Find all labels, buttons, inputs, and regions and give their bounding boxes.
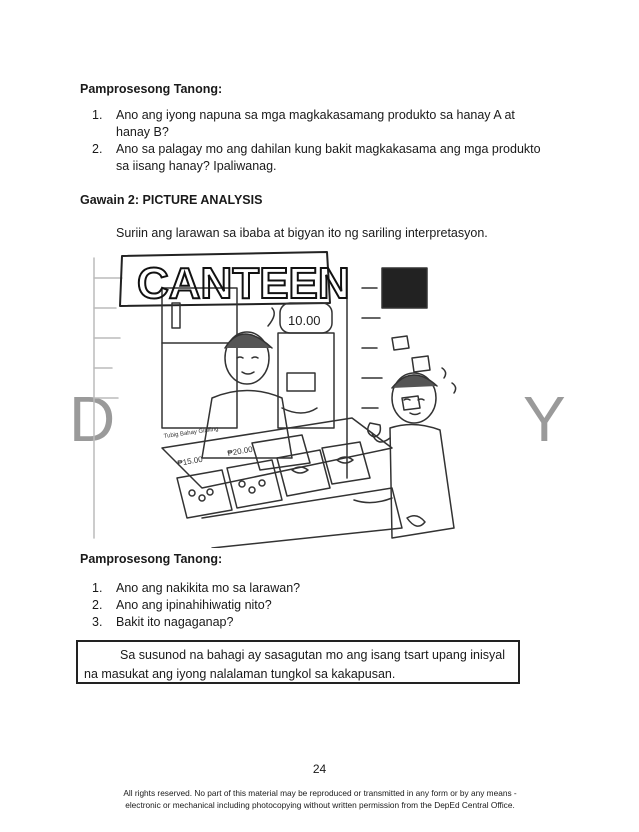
list-item: 1. Ano ang iyong napuna sa mga magkakasamang produkto sa hanay A at hanay B? <box>92 108 515 139</box>
list-item: 3. Bakit ito nagaganap? <box>92 615 234 629</box>
footer-line: All rights reserved. No part of this material may be reproduced or transmitted in any form or by any means - <box>123 788 517 798</box>
activity-instruction: Suriin ang larawan sa ibaba at bigyan ito ng sariling interpretasyon. <box>116 226 488 240</box>
watermark-letter-right: Y <box>523 383 566 455</box>
canteen-sign-text: CANTEEN <box>137 259 350 308</box>
footer-line: electronic or mechanical including photocopying without written permission from the DepEd Central Office. <box>125 800 515 810</box>
question-text: Ano sa palagay mo ang dahilan kung bakit magkakasama ang mga produkto sa iisang hanay? Ipaliwanag. <box>116 142 541 173</box>
menu-label: Tubig Bahay Giniling <box>163 426 219 440</box>
question-text: Bakit ito nagaganap? <box>116 615 234 629</box>
tray-price-label: ₱20.00 <box>226 444 254 458</box>
canteen-illustration <box>92 248 534 548</box>
question-text: Ano ang iyong napuna sa mga magkakasamang produkto sa hanay A at hanay B? <box>116 108 515 139</box>
note-text: Sa susunod na bahagi ay sasagutan mo ang isang tsart upang inisyal na masukat ang iyong nalalaman tungkol sa kakapusan. <box>84 648 505 681</box>
copyright-footer <box>100 787 540 811</box>
question-text: Ano ang nakikita mo sa larawan? <box>116 581 301 595</box>
page-number: 24 <box>312 762 327 776</box>
dispenser-price-tag: 10.00 <box>288 313 321 328</box>
processing-questions-list-2 <box>92 580 492 631</box>
list-item: 2. Ano sa palagay mo ang dahilan kung bakit magkakasama ang mga produkto sa iisang hanay? Ipaliwanag. <box>92 142 541 173</box>
processing-questions-heading-2: Pamprosesong Tanong: <box>80 552 223 566</box>
tray-price-label: ₱15.00 <box>176 454 204 468</box>
list-item: 1. Ano ang nakikita mo sa larawan? <box>92 581 301 595</box>
list-item: 2. Ano ang ipinahihiwatig nito? <box>92 598 272 612</box>
question-text: Ano ang ipinahihiwatig nito? <box>116 598 272 612</box>
processing-questions-list <box>92 107 542 175</box>
activity-heading: Gawain 2: PICTURE ANALYSIS <box>80 193 263 207</box>
processing-questions-heading: Pamprosesong Tanong: <box>80 82 223 96</box>
note-box <box>76 640 520 684</box>
watermark-letter-left: D <box>69 383 116 455</box>
